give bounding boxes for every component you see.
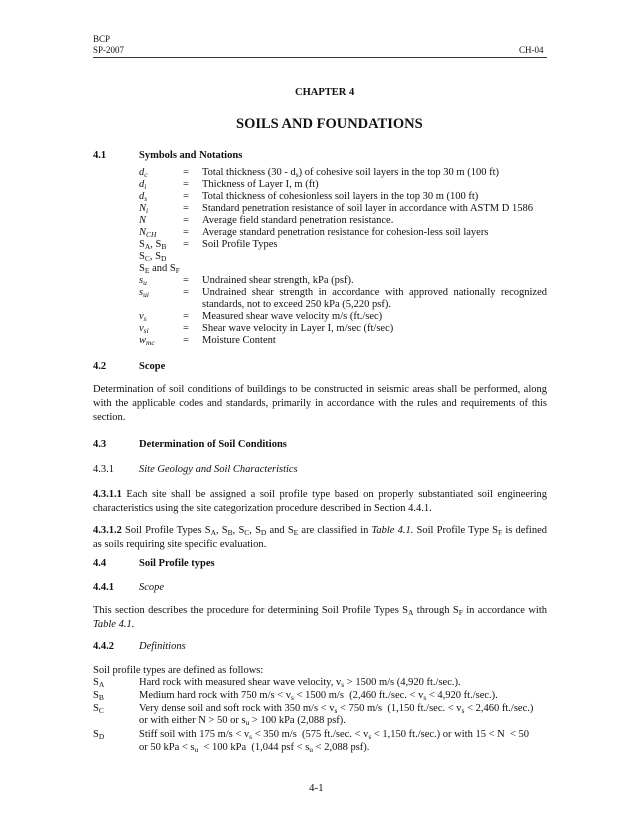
symbol: $v_s$ <box>139 311 147 323</box>
symbol: $N_i$ <box>139 203 149 215</box>
symbol-desc: Undrained shear strength, kPa (psf). <box>202 275 354 286</box>
equals-sign: = <box>183 227 189 238</box>
equals-sign: = <box>183 311 189 322</box>
symbol: $s_{ui}$ <box>139 287 149 299</box>
paragraph: 4.3.1.1 Each site shall be assigned a soil profile type based on properly substantiated soil engineering characteristics using the site categorization procedure described in Section 4.4.1. <box>93 489 547 514</box>
def-label: $S_D$ <box>93 729 105 741</box>
symbol: $s_u$ <box>139 275 147 287</box>
def-text: Medium hard rock with 750 $m/s < v_s < 1500$ m/s (2,460 ft./sec. < $v_s < 4,920$ ft./sec.). <box>139 690 498 702</box>
symbol: $d_c$ <box>139 167 148 179</box>
section-number: 4.4 <box>93 558 107 569</box>
symbol-desc: Thickness of Layer I, m (ft) <box>202 179 319 190</box>
section-title: Determination of Soil Conditions <box>139 439 287 450</box>
chapter-title: SOILS AND FOUNDATIONS <box>236 116 423 132</box>
symbol-desc: Measured shear wave velocity m/s (ft./sec) <box>202 311 383 322</box>
equals-sign: = <box>183 323 189 334</box>
equals-sign: = <box>183 191 189 202</box>
subsection-title: Site Geology and Soil Characteristics <box>139 464 298 475</box>
symbol-desc-cont: standards, not to exceed 250 kPa (5,220 psf). <box>202 299 391 310</box>
header-org: BCP <box>93 34 111 44</box>
def-text-cont: or 50 kPa < $s_u < 100$ kPa (1,044 psf < $s_u < 2,088$ psf). <box>139 742 370 754</box>
section-title: Scope <box>139 361 166 372</box>
symbol-desc: Moisture Content <box>202 335 276 346</box>
paragraph: 4.3.1.2 Soil Profile Types $S_A$, $S_B$, $S_C$, $S_D$ and $S_E$ are classified in Table 4.1. Soil Profile Type $S_F$ is defined as soils requiring site specific evaluation. <box>93 525 547 550</box>
equals-sign: = <box>183 335 189 346</box>
symbol: $S_C$, $S_D$ <box>139 251 167 263</box>
subsection-title: Definitions <box>139 641 186 652</box>
paragraph: This section describes the procedure for determining Soil Profile Types $S_A$ through $S_F$ in accordance with Table 4.1. <box>93 605 548 630</box>
equals-sign: = <box>183 239 189 250</box>
equals-sign: = <box>183 179 189 190</box>
def-text: Stiff soil with 175 $m/s < v_s < 350$ m/s (575 ft./sec. < $v_s < 1,150$ ft./sec.) or with 15 < N < 50 <box>139 729 530 741</box>
def-text: Hard rock with measured shear wave velocity, $v_s > 1500$ m/s (4,920 ft./sec.). <box>139 677 461 689</box>
symbol-desc: Undrained shear strength in accordance with approved nationally recognized <box>202 287 547 298</box>
symbol-desc: Average standard penetration resistance for cohesion-less soil layers <box>202 227 489 238</box>
symbol: $w_{mc}$ <box>139 335 155 347</box>
symbol-desc: Standard penetration resistance of soil layer in accordance with ASTM D 1586 <box>202 203 533 214</box>
header-chapter-code: CH-04 <box>519 45 544 55</box>
symbol-desc: Total thickness of cohesionless soil layers in the top 30 m (100 ft) <box>202 191 479 202</box>
def-text-cont: or with either N > 50 or $s_u > 100$ kPa (2,088 psf). <box>139 715 346 727</box>
equals-sign: = <box>183 275 189 286</box>
subsection-number: 4.4.2 <box>93 641 114 652</box>
page-number: 4-1 <box>309 782 324 794</box>
section-title: Soil Profile types <box>139 558 215 569</box>
def-label: $S_C$ <box>93 703 104 715</box>
equals-sign: = <box>183 287 189 298</box>
symbol: $S_A$, $S_B$ <box>139 239 167 251</box>
equals-sign: = <box>183 167 189 178</box>
definitions-intro: Soil profile types are defined as follows: <box>93 665 264 676</box>
symbol-desc: Shear wave velocity in Layer I, m/sec (ft/sec) <box>202 323 394 334</box>
symbol: $d_i$ <box>139 179 147 191</box>
chapter-label: CHAPTER 4 <box>295 87 355 98</box>
symbol-desc: Soil Profile Types <box>202 239 278 250</box>
equals-sign: = <box>183 203 189 214</box>
section-number: 4.1 <box>93 150 107 161</box>
subsection-number: 4.4.1 <box>93 582 114 593</box>
def-text: Very dense soil and soft rock with 350 $m/s < v_s < 750$ m/s (1,150 ft./sec. < $v_s < 2,460$ ft./sec.) <box>139 703 534 715</box>
symbol: $d_s$ <box>139 191 148 203</box>
def-label: $S_B$ <box>93 690 104 702</box>
symbol: $N_{CH}$ <box>139 227 157 239</box>
header-rule <box>93 57 547 58</box>
symbol: $v_{si}$ <box>139 323 149 335</box>
symbol-desc: Total thickness $(30 - d_s)$ of cohesive soil layers in the top 30 m (100 ft) <box>202 167 500 179</box>
header-code: SP-2007 <box>93 45 125 55</box>
section-number: 4.3 <box>93 439 107 450</box>
symbol-desc: Average field standard penetration resistance. <box>202 215 394 226</box>
paragraph: Determination of soil conditions of buildings to be constructed in seismic areas shall be performed, along with the applicable codes and standards, primarily in accordance with the rules and requirements of this section. <box>93 384 547 423</box>
equals-sign: = <box>183 215 189 226</box>
section-number: 4.2 <box>93 361 107 372</box>
subsection-number: 4.3.1 <box>93 464 114 475</box>
section-title: Symbols and Notations <box>139 150 243 161</box>
def-label: $S_A$ <box>93 677 105 689</box>
symbol: $S_E$ and $S_F$ <box>139 263 180 275</box>
symbol: N <box>139 215 147 226</box>
subsection-title: Scope <box>139 582 165 593</box>
